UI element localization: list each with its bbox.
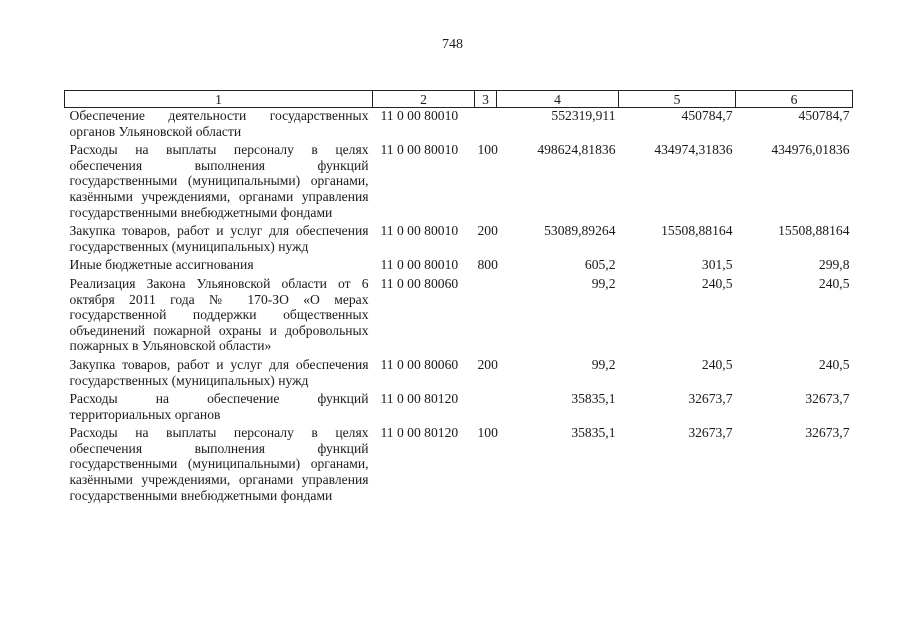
row-name: Расходы на выплаты персоналу в целях обеспечения выполнения функций государственными (муниципальными) органами, казёнными учреждениями, органами управления государственными внебюджетными фондами [69, 425, 369, 503]
row-value-col4: 35835,1 [571, 425, 616, 441]
row-value-col4: 99,2 [591, 356, 616, 372]
column-header-5: 5 [619, 91, 736, 108]
row-value-col4: 498624,81836 [537, 142, 616, 158]
row-expense-type: 100 [477, 425, 498, 441]
row-code: 11 0 00 80060 [380, 356, 459, 372]
row-value-col4: 99,2 [591, 275, 616, 291]
row-value-col5: 240,5 [701, 356, 733, 372]
header-row [65, 91, 853, 108]
table-row [65, 276, 853, 357]
row-value-col4: 35835,1 [571, 391, 616, 407]
row-name: Реализация Закона Ульяновской области от 6 октября 2011 года № 170-ЗО «О мерах государственной поддержки общественных объединений пожарной охраны и добровольных пожарных в Ульяновской области» [69, 275, 369, 354]
table-body [65, 108, 853, 507]
row-name: Закупка товаров, работ и услуг для обеспечения государственных (муниципальных) нужд [69, 223, 369, 254]
row-code: 11 0 00 80120 [380, 391, 459, 407]
table-row [65, 108, 853, 143]
row-name: Расходы на выплаты персоналу в целях обеспечения выполнения функций государственными (муниципальными) органами, казёнными учреждениями, органами управления государственными внебюджетными фондами [69, 142, 369, 220]
row-value-col6: 32673,7 [805, 425, 850, 441]
column-header-2: 2 [373, 91, 475, 108]
row-expense-type: 200 [477, 356, 498, 372]
row-expense-type [475, 108, 497, 143]
row-value-col5: 434974,31836 [654, 142, 733, 158]
row-code: 11 0 00 80060 [380, 275, 459, 291]
row-expense-type [475, 391, 497, 425]
column-header-1: 1 [65, 91, 373, 108]
row-value-col6: 32673,7 [805, 391, 850, 407]
column-header-3: 3 [475, 91, 497, 108]
row-expense-type: 200 [477, 223, 498, 239]
table-row [65, 357, 853, 391]
row-value-col5: 32673,7 [688, 391, 733, 407]
row-expense-type: 100 [477, 142, 498, 158]
row-expense-type: 800 [477, 257, 498, 273]
row-value-col6: 240,5 [818, 356, 850, 372]
table-row [65, 425, 853, 506]
row-value-col5: 301,5 [701, 257, 733, 273]
row-value-col6: 450784,7 [798, 108, 850, 123]
row-value-col5: 450784,7 [681, 108, 733, 123]
row-code: 11 0 00 80010 [380, 223, 459, 239]
row-value-col4: 552319,911 [551, 108, 616, 123]
row-code: 11 0 00 80010 [380, 257, 459, 273]
budget-table [64, 90, 853, 506]
row-name: Иные бюджетные ассигнования [69, 257, 254, 273]
row-code: 11 0 00 80010 [380, 108, 459, 123]
row-value-col6: 299,8 [818, 257, 850, 273]
row-value-col4: 53089,89264 [544, 223, 616, 239]
table-row [65, 391, 853, 425]
row-value-col6: 434976,01836 [771, 142, 850, 158]
row-value-col5: 240,5 [701, 275, 733, 291]
table-row [65, 257, 853, 276]
row-expense-type [475, 276, 497, 357]
row-name: Обеспечение деятельности государственных органов Ульяновской области [69, 108, 369, 139]
row-name: Расходы на обеспечение функций территориальных органов [69, 391, 369, 422]
column-header-6: 6 [736, 91, 853, 108]
row-code: 11 0 00 80120 [380, 425, 459, 441]
row-value-col5: 15508,88164 [661, 223, 733, 239]
page-number: 748 [442, 37, 463, 52]
table-row [65, 223, 853, 257]
row-name: Закупка товаров, работ и услуг для обеспечения государственных (муниципальных) нужд [69, 356, 369, 388]
row-value-col4: 605,2 [584, 257, 616, 273]
column-header-4: 4 [497, 91, 619, 108]
row-value-col6: 240,5 [818, 275, 850, 291]
row-code: 11 0 00 80010 [380, 142, 459, 158]
table-header [65, 91, 853, 108]
table-row [65, 142, 853, 223]
row-value-col6: 15508,88164 [778, 223, 850, 239]
row-value-col5: 32673,7 [688, 425, 733, 441]
